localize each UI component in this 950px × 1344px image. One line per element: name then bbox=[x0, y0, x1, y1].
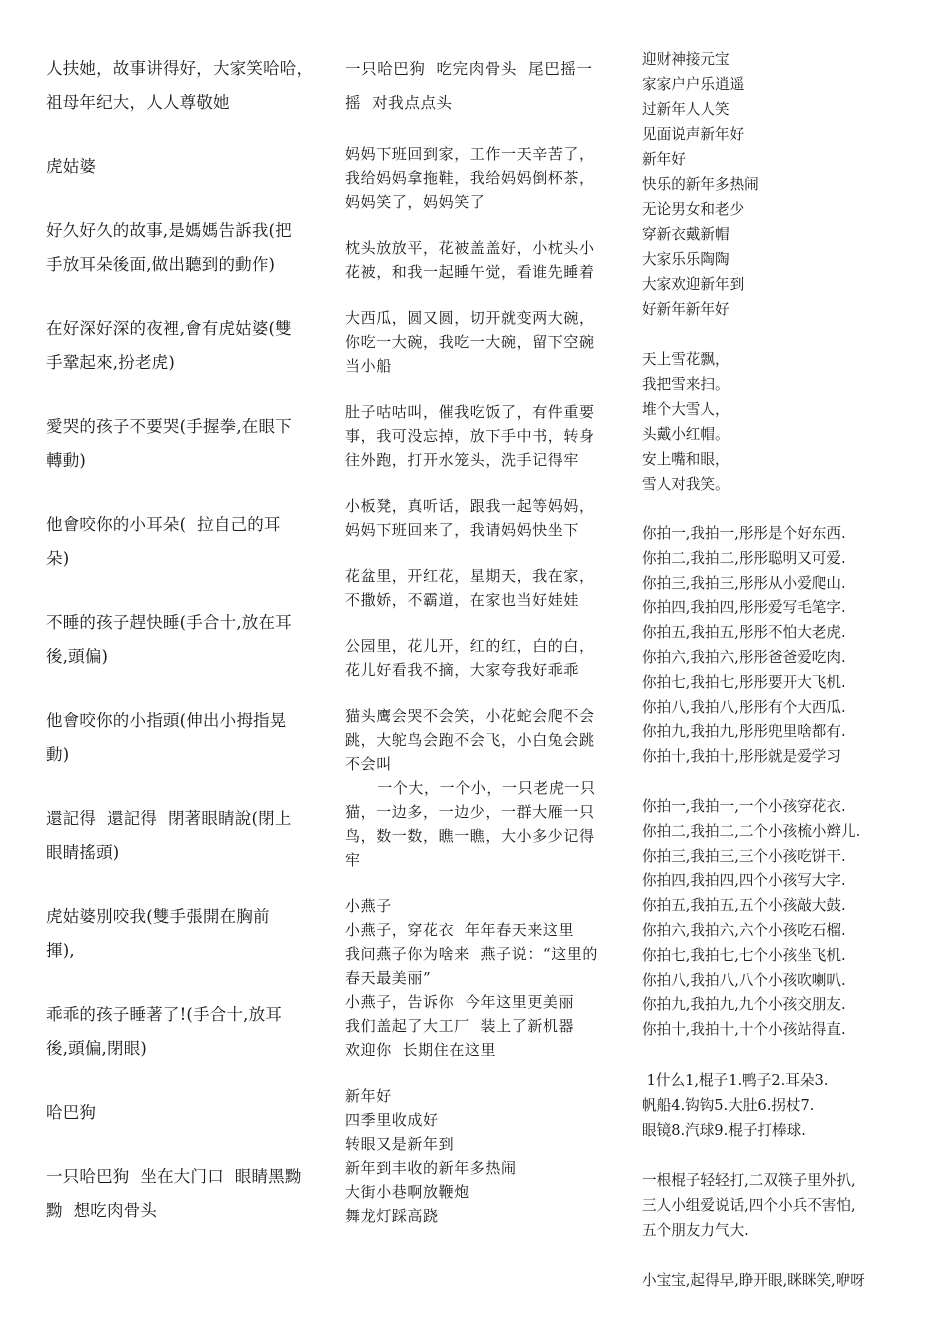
left-paragraph-3: 好久好久的故事,是媽媽告訴我(把 手放耳朵後面,做出聽到的動作) bbox=[46, 221, 292, 274]
baby-rhyme: 小宝宝,起得早,睁开眼,眯眯笑,咿呀 bbox=[642, 1271, 865, 1289]
left-column bbox=[46, 52, 316, 1258]
clapping-rhyme-tongtong: 你拍一,我拍一,彤彤是个好东西. 你拍二,我拍二,彤彤聪明又可爱. 你拍三,我拍三,彤彤从小爱爬山. 你拍四,我拍四,彤彤爱写毛笔字. 你拍五,我拍五,彤彤不怕大老虎. 你拍六,我拍六,彤彤爸爸爱吃肉. 你拍七,我拍七,彤彤要开大飞机. 你拍八,我拍八,彤彤有个大西瓜. 你拍九,我拍九,彤彤兜里啥都有. 你拍十,我拍十,彤彤就是爱学习 bbox=[642, 525, 846, 766]
snow-poem: 天上雪花飘， 我把雪来扫。 堆个大雪人， 头戴小红帽。 安上嘴和眼， 雪人对我笑。 bbox=[642, 351, 730, 493]
middle-column bbox=[345, 52, 613, 1250]
middle-paragraph-1: 一只哈巴狗 吃完肉骨头 尾巴摇一 摇 对我点点头 bbox=[345, 60, 593, 112]
hu-gupo-title: 虎姑婆 bbox=[46, 157, 97, 176]
left-paragraph-4: 在好深好深的夜裡,會有虎姑婆(雙 手鞏起來,扮老虎) bbox=[46, 319, 292, 372]
left-paragraph-5: 愛哭的孩子不要哭(手握拳,在眼下 轉動) bbox=[46, 417, 292, 470]
left-paragraph-9: 還記得 還記得 閉著眼睛說(閉上 眼睛搖頭) bbox=[46, 809, 292, 862]
number-rhyme: 1什么1,棍子1.鸭子2.耳朵3. 帆船4.钩钩5.大肚6.拐杖7. 眼镜8.汽球9.棍子打棒球. bbox=[642, 1071, 829, 1139]
clapping-rhyme-children: 你拍一,我拍一,一个小孩穿花衣. 你拍二,我拍二,二个小孩梳小辫儿. 你拍三,我拍三,三个小孩吃饼干. 你拍四,我拍四,四个小孩写大字. 你拍五,我拍五,五个小孩敲大鼓. 你拍六,我拍六,六个小孩吃石榴. 你拍七,我拍七,七个小孩坐飞机. 你拍八,我拍八,八个小孩吹喇叭. 你拍九,我拍九,九个小孩交朋友. 你拍十,我拍十,十个小孩站得直. bbox=[642, 797, 861, 1039]
xinnian-hao-song: 新年好 四季里收成好 转眼又是新年到 新年到丰收的新年多热闹 大街小巷啊放鞭炮 舞龙灯踩高跷 bbox=[345, 1087, 517, 1225]
left-paragraph-11: 乖乖的孩子睡著了!(手合十,放耳 後,頭偏,閉眼) bbox=[46, 1005, 283, 1058]
left-paragraph-8: 他會咬你的小指頭(伸出小拇指晃 動) bbox=[46, 711, 287, 764]
middle-paragraph-9: 猫头鹰会哭不会笑，小花蛇会爬不会 跳，大鸵鸟会跑不会飞，小白兔会跳 不会叫 一个大，一个小，一只老虎一只 猫，一边多，一边少，一群大雁一只 鸟，数一数，瞧一瞧，大小多少记得 牢 bbox=[345, 707, 596, 869]
middle-paragraph-6: 小板凳，真听话，跟我一起等妈妈， 妈妈下班回来了，我请妈妈快坐下 bbox=[345, 497, 595, 539]
left-paragraph-1: 人扶她，故事讲得好，大家笑哈哈， 祖母年纪大，人人尊敬她 bbox=[46, 59, 314, 112]
middle-paragraph-8: 公园里，花儿开，红的红，白的白， 花儿好看我不摘，大家夸我好乖乖 bbox=[345, 637, 595, 679]
middle-paragraph-4: 大西瓜，圆又圆，切开就变两大碗， 你吃一大碗，我吃一大碗，留下空碗 当小船 bbox=[345, 309, 595, 375]
haba-gou-title: 哈巴狗 bbox=[46, 1103, 97, 1122]
left-paragraph-6: 他會咬你的小耳朵( 拉自己的耳 朵) bbox=[46, 515, 281, 568]
middle-paragraph-2: 妈妈下班回到家，工作一天辛苦了， 我给妈妈拿拖鞋，我给妈妈倒杯茶， 妈妈笑了，妈妈笑了 bbox=[345, 145, 595, 211]
middle-paragraph-3: 枕头放放平，花被盖盖好，小枕头小 花被，和我一起睡午觉，看谁先睡着 bbox=[345, 239, 595, 281]
left-paragraph-10: 虎姑婆別咬我(雙手張開在胸前 揮), bbox=[46, 907, 270, 960]
counting-rhyme: 一根棍子轻轻打,二双筷子里外扒, 三人小组爱说话,四个小兵不害怕, 五个朋友力气大. bbox=[642, 1171, 856, 1239]
left-paragraph-7: 不睡的孩子趕快睡(手合十,放在耳 後,頭偏) bbox=[46, 613, 292, 666]
xiao-yanzi-song: 小燕子 小燕子，穿花衣 年年春天来这里 我问燕子你为啥来 燕子说：“这里的 春天最美丽” 小燕子，告诉你 今年这里更美丽 我们盖起了大工厂 装上了新机器 欢迎你 长期住在这里 bbox=[345, 897, 599, 1059]
right-paragraph-1: 迎财神接元宝 家家户户乐逍遥 过新年人人笑 见面说声新年好 新年好 快乐的新年多热闹 无论男女和老少 穿新衣戴新帽 大家乐乐陶陶 大家欢迎新年到 好新年新年好 bbox=[642, 51, 759, 318]
middle-paragraph-7: 花盆里，开红花，星期天，我在家， 不撒娇，不霸道，在家也当好娃娃 bbox=[345, 567, 595, 609]
middle-paragraph-5: 肚子咕咕叫，催我吃饭了，有件重要 事，我可没忘掉，放下手中书，转身 往外跑，打开水笼头，洗手记得牢 bbox=[345, 403, 595, 469]
right-column bbox=[642, 47, 922, 1318]
left-paragraph-13: 一只哈巴狗 坐在大门口 眼睛黑黝 黝 想吃肉骨头 bbox=[46, 1167, 302, 1220]
